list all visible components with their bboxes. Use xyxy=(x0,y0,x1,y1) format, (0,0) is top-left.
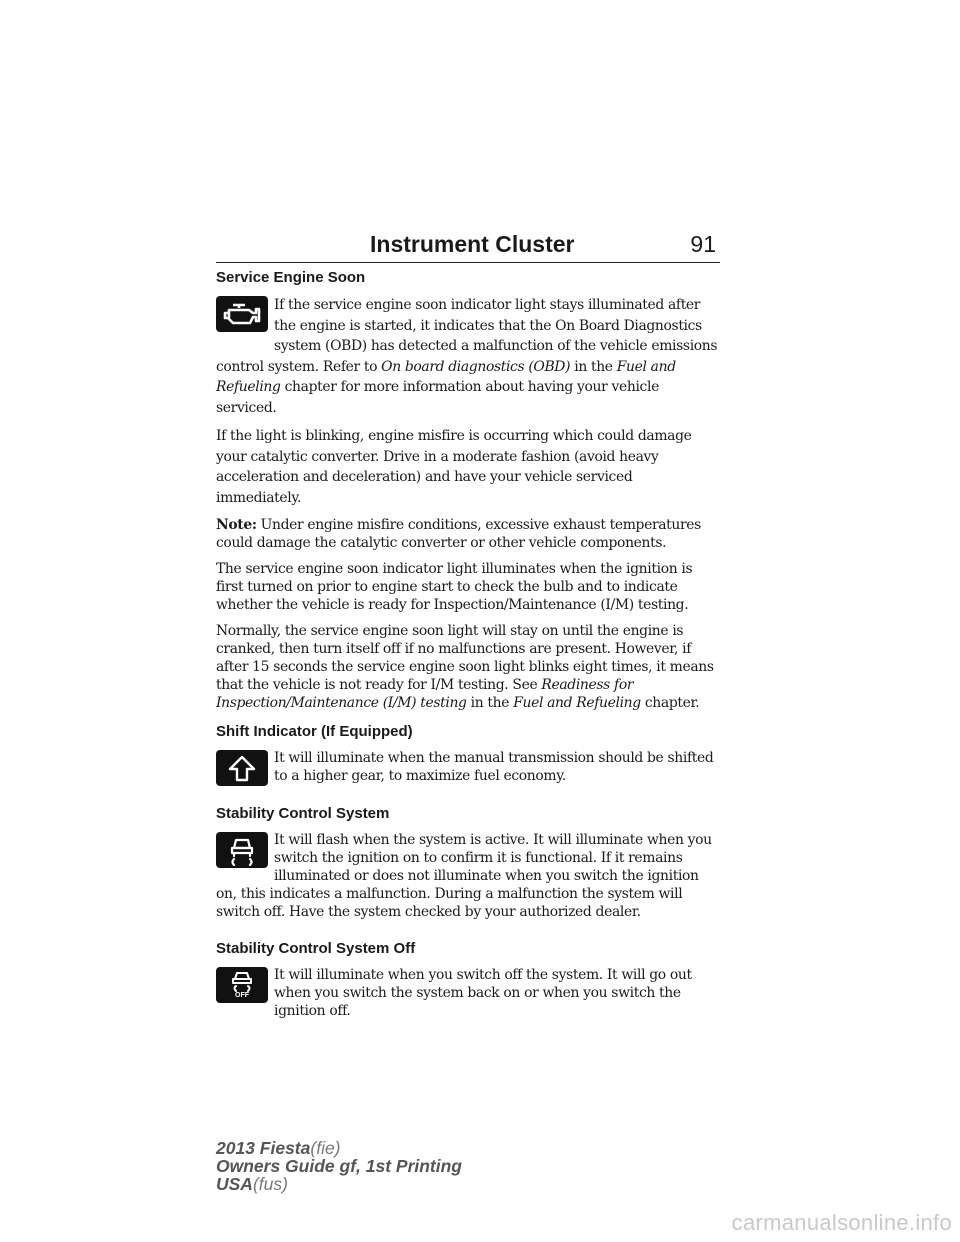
engine-icon xyxy=(216,296,268,332)
text: in the xyxy=(466,695,514,711)
footer-model-code: (fie) xyxy=(310,1138,341,1158)
footer-market: USA xyxy=(216,1174,253,1194)
stability-control-off-icon xyxy=(216,967,268,1003)
paragraph xyxy=(216,295,720,418)
footer-guide-line: Owners Guide gf, 1st Printing xyxy=(216,1156,462,1176)
text: If the service engine soon indicator light stays illuminated after the engine is started, it indicates that the On Board Diagnostics system (OBD) has detected a malfunction of the vehicle emissions control system. Refer to xyxy=(216,297,718,375)
off-label: OFF xyxy=(235,992,249,999)
section-service-engine-soon xyxy=(216,268,720,712)
paragraph xyxy=(216,622,720,712)
section-shift-indicator xyxy=(216,722,720,794)
text: Normally, the service engine soon light will stay on until the engine is cranked, then turn itself off if no malfunctions are present. However, if after 15 seconds the service engine soon light blinks eight times, it means that the vehicle is not ready for I/M testing. See xyxy=(216,623,714,693)
cross-reference: On board diagnostics (OBD) xyxy=(381,358,571,375)
page-number: 91 xyxy=(690,231,716,257)
page-header xyxy=(216,230,720,263)
cross-reference: Fuel and Refueling xyxy=(513,695,641,711)
paragraph: It will illuminate when the manual transmission should be shifted to a higher gear, to maximize fuel economy. xyxy=(274,750,714,784)
section-title: Service Engine Soon xyxy=(216,269,366,286)
section-title: Stability Control System Off xyxy=(216,940,416,957)
paragraph: It will flash when the system is active. It will illuminate when you switch the ignition on to confirm it is functional. If it remains illuminated or does not illuminate when you switch the ignition on, this indicates a malfunction. During a malfunction the system will switch off. Have the system checked by your authorized dealer. xyxy=(216,832,712,920)
paragraph: If the light is blinking, engine misfire is occurring which could damage your catalytic converter. Drive in a moderate fashion (avoid heavy acceleration and deceleration) and have your vehicle serviced immediately. xyxy=(216,428,692,506)
footer-model-line xyxy=(216,1139,462,1157)
section-title: Stability Control System xyxy=(216,805,390,822)
footer-market-code: (fus) xyxy=(252,1174,288,1194)
footer-market-line xyxy=(216,1175,462,1193)
note-paragraph xyxy=(216,516,720,552)
chapter-title: Instrument Cluster xyxy=(370,231,575,257)
paragraph: It will illuminate when you switch off the system. It will go out when you switch the system back on or when you switch the ignition off. xyxy=(274,967,692,1019)
note-text: Under engine misfire conditions, excessive exhaust temperatures could damage the catalytic converter or other vehicle components. xyxy=(216,517,701,551)
text: chapter. xyxy=(640,695,700,711)
watermark: carmanualsonline.info xyxy=(731,1210,952,1235)
stability-control-icon xyxy=(216,832,268,868)
text: chapter for more information about having your vehicle serviced. xyxy=(216,379,659,416)
section-stability-control xyxy=(216,804,720,929)
cross-reference: Fuel and Refueling xyxy=(216,358,676,395)
note-label: Note: xyxy=(216,517,257,533)
page-footer xyxy=(216,1139,462,1193)
section-stability-control-off xyxy=(216,939,720,1028)
footer-model: 2013 Fiesta xyxy=(216,1138,311,1158)
cross-reference: Readiness for Inspection/Maintenance (I/M) testing xyxy=(216,677,634,711)
section-title: Shift Indicator (If Equipped) xyxy=(216,723,413,740)
paragraph: The service engine soon indicator light illuminates when the ignition is first turned on prior to engine start to check the bulb and to indicate whether the vehicle is ready for Inspection/Maintenance (I/M) testing. xyxy=(216,561,693,613)
page-content xyxy=(216,268,720,1038)
shift-up-arrow-icon xyxy=(216,750,268,786)
text: in the xyxy=(570,358,617,375)
